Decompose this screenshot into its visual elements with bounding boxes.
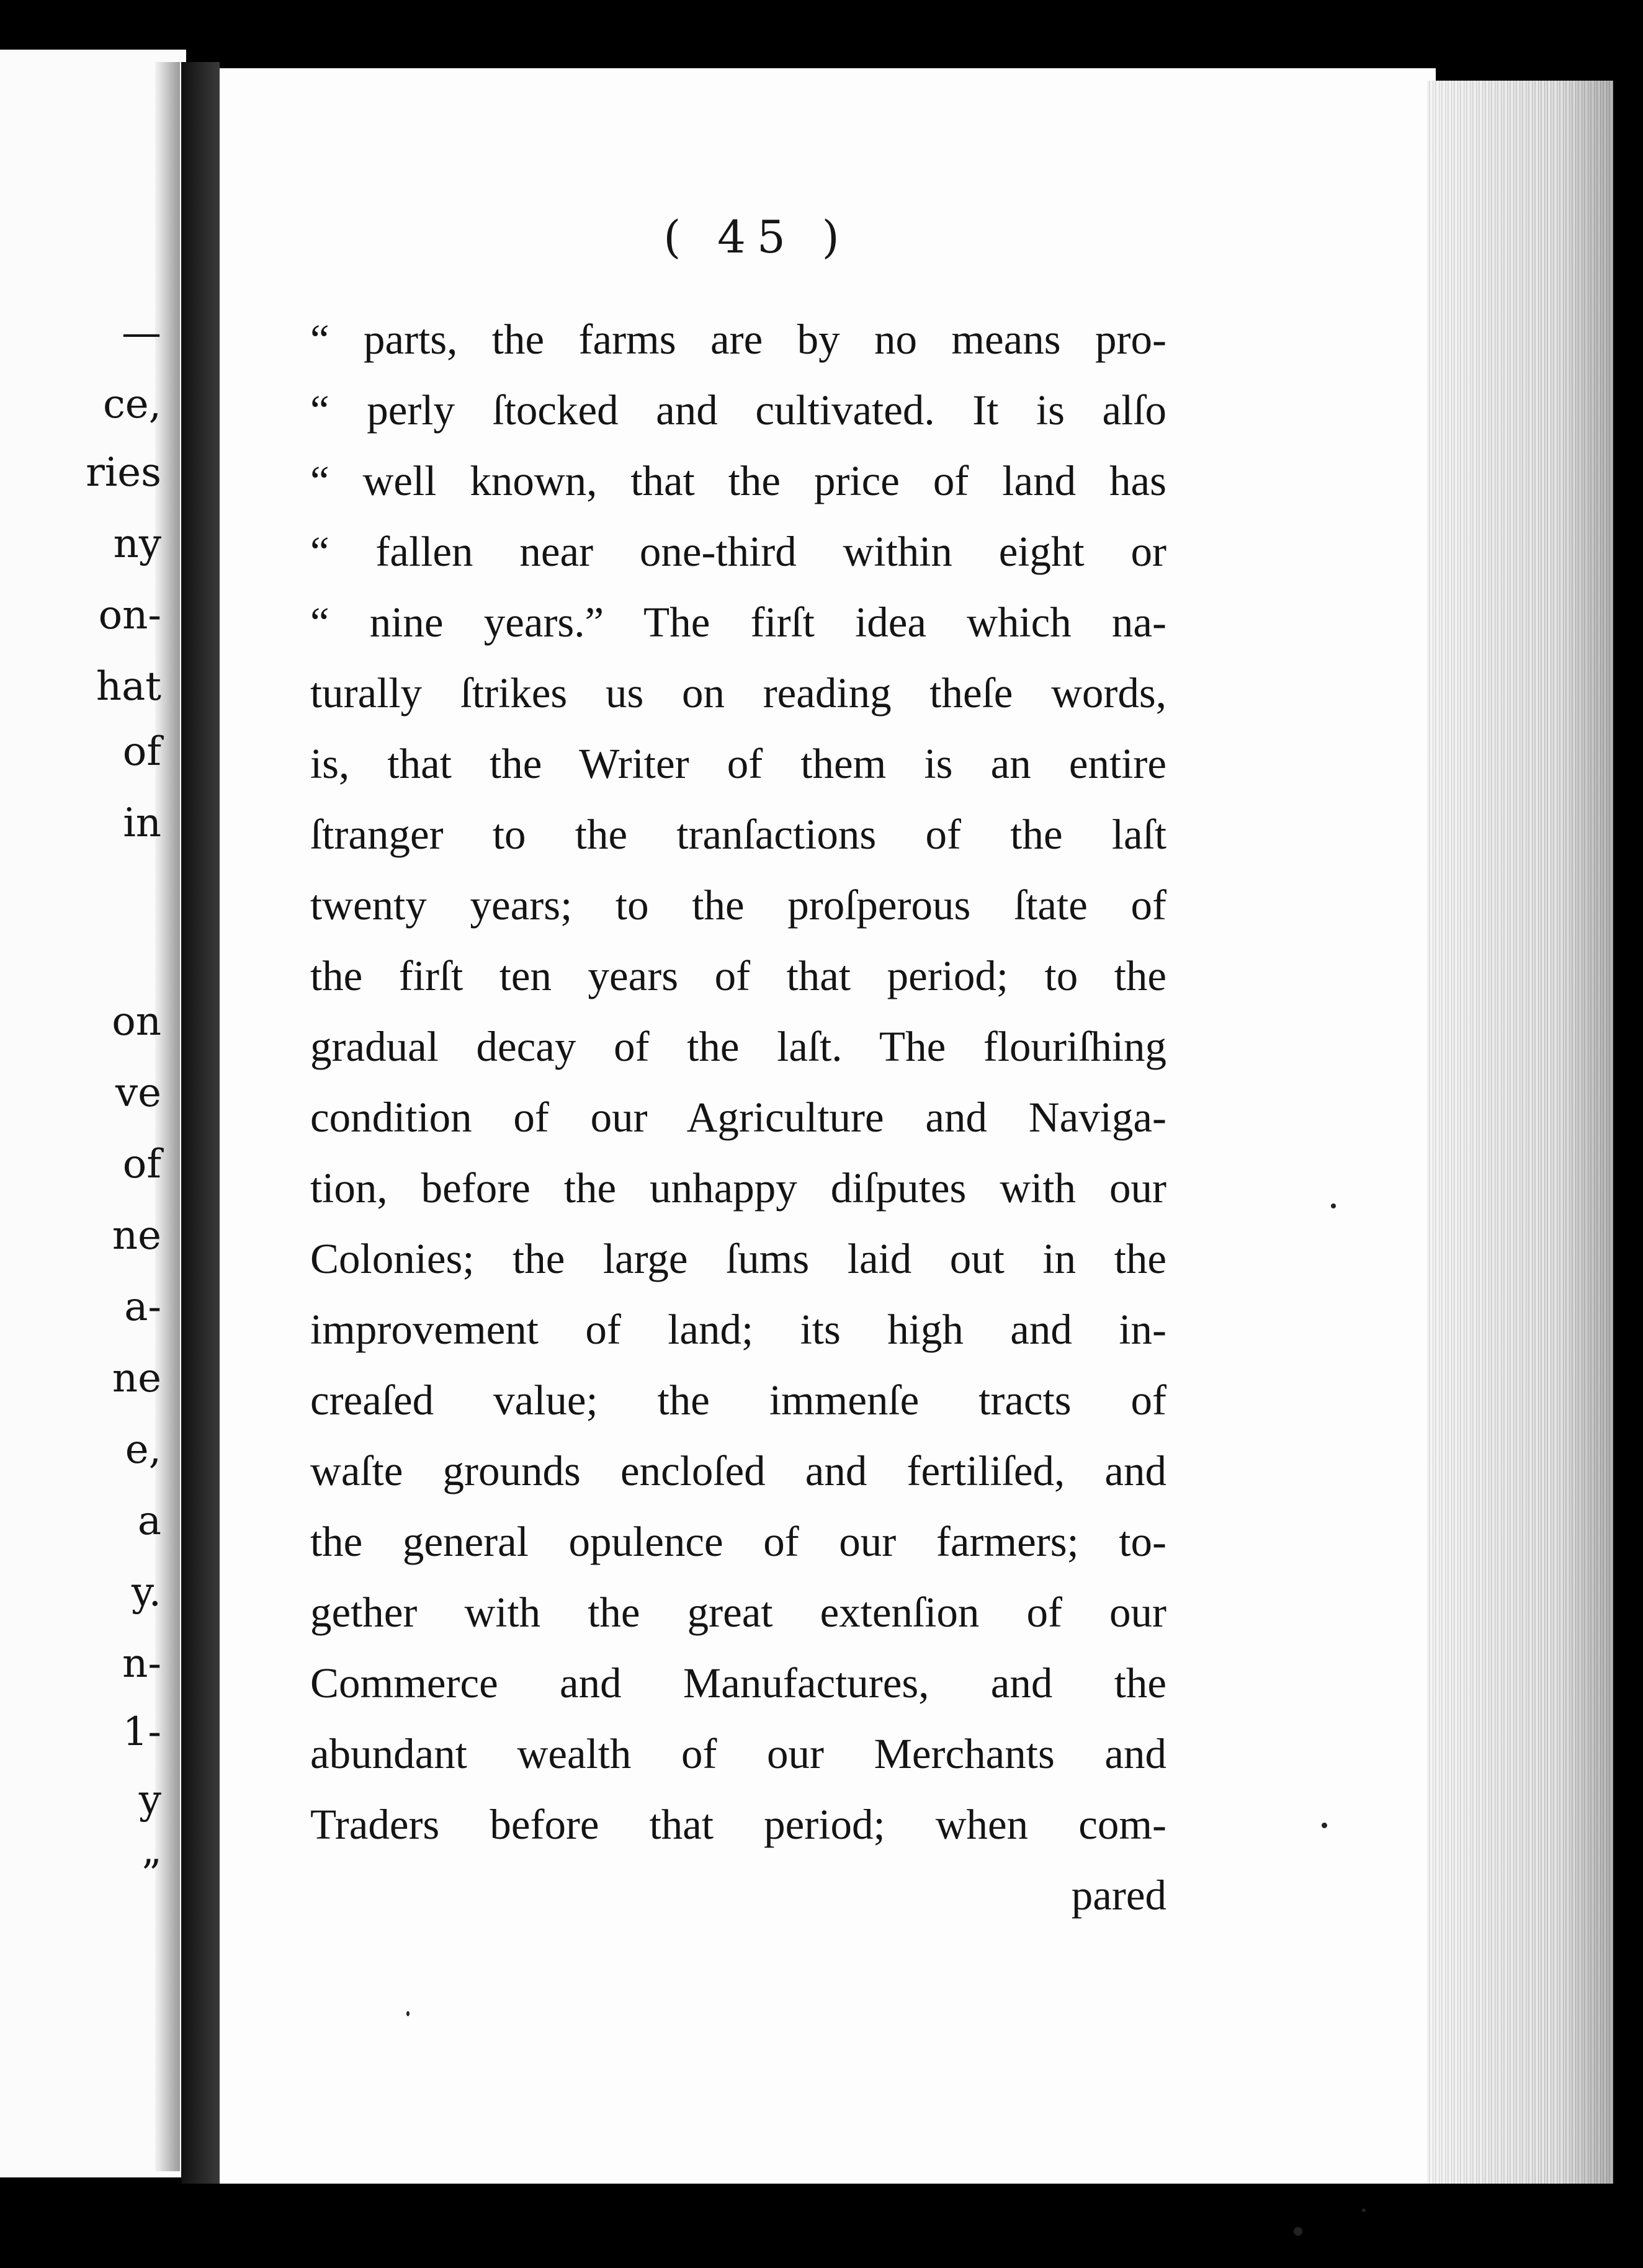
left-fragment: a bbox=[137, 1498, 161, 1544]
left-fragment: ne bbox=[112, 1213, 161, 1259]
left-fragment: ” bbox=[141, 1852, 161, 1898]
text-line: gradual decay of the laſt. The flouriſhing bbox=[310, 1023, 1166, 1070]
text-line: “ fallen near one-third within eight or bbox=[310, 528, 1166, 575]
left-fragment: ve bbox=[115, 1070, 161, 1116]
left-fragment: on bbox=[112, 999, 161, 1045]
text-line: “ nine years.” The firſt idea which na- bbox=[310, 599, 1166, 646]
text-line: the firſt ten years of that period; to the bbox=[310, 952, 1166, 999]
text-line: ſtranger to the tranſactions of the laſt bbox=[310, 811, 1166, 858]
dust-speck bbox=[1294, 2227, 1302, 2236]
dust-speck bbox=[1362, 2208, 1366, 2212]
text-line: abundant wealth of our Merchants and bbox=[310, 1730, 1166, 1777]
text-line: “ parts, the farms are by no means pro- bbox=[310, 316, 1166, 363]
left-fragment: e, bbox=[125, 1427, 161, 1473]
text-line: “ well known, that the price of land has bbox=[310, 457, 1166, 504]
text-line: the general opulence of our farmers; to- bbox=[310, 1518, 1166, 1565]
left-fragment: y. bbox=[132, 1569, 161, 1615]
left-fragment: of bbox=[122, 729, 161, 775]
left-fragment: ce, bbox=[102, 382, 161, 427]
left-fragment: ne bbox=[112, 1355, 161, 1401]
text-line: gether with the great extenſion of our bbox=[310, 1589, 1166, 1636]
dust-speck bbox=[1331, 1203, 1336, 1208]
book-spine-shadow bbox=[181, 62, 220, 2184]
left-fragment: ries bbox=[86, 450, 161, 496]
page-edges-shade bbox=[1427, 81, 1613, 2184]
left-fragment: y bbox=[138, 1777, 161, 1823]
text-line: condition of our Agriculture and Naviga- bbox=[310, 1094, 1166, 1141]
text-line: turally ſtrikes us on reading theſe words, bbox=[310, 669, 1166, 717]
text-line: “ perly ſtocked and cultivated. It is alſo bbox=[310, 386, 1166, 434]
left-fragment: ny bbox=[113, 521, 161, 567]
body-text bbox=[310, 304, 1166, 1931]
text-line: waſte grounds encloſed and fertiliſed, and bbox=[310, 1447, 1166, 1494]
left-fragment: hat bbox=[96, 664, 161, 710]
left-fragment: of bbox=[122, 1141, 161, 1187]
text-line: Traders before that period; when com- bbox=[310, 1801, 1166, 1848]
dust-speck bbox=[406, 2011, 410, 2016]
left-fragment: on- bbox=[98, 592, 161, 638]
left-fragment: — bbox=[122, 310, 161, 356]
left-fragment: 1- bbox=[122, 1709, 161, 1755]
page-number: ( 45 ) bbox=[663, 211, 851, 263]
left-fragment: a- bbox=[124, 1284, 161, 1330]
text-line: is, that the Writer of them is an entire bbox=[310, 740, 1166, 787]
left-fragment: in bbox=[123, 800, 161, 846]
text-line: tion, before the unhappy diſputes with our bbox=[310, 1164, 1166, 1212]
left-fragment: n- bbox=[122, 1641, 161, 1687]
text-line: improvement of land; its high and in- bbox=[310, 1306, 1166, 1353]
dust-speck bbox=[1322, 1823, 1327, 1828]
text-line: Colonies; the large ſums laid out in the bbox=[310, 1235, 1166, 1282]
text-line: creaſed value; the immenſe tracts of bbox=[310, 1377, 1166, 1424]
text-line: Commerce and Manufactures, and the bbox=[310, 1659, 1166, 1707]
text-line: twenty years; to the proſperous ſtate of bbox=[310, 882, 1166, 929]
text-line: pared bbox=[1071, 1872, 1166, 1919]
left-page-text-fragments bbox=[0, 0, 161, 2268]
